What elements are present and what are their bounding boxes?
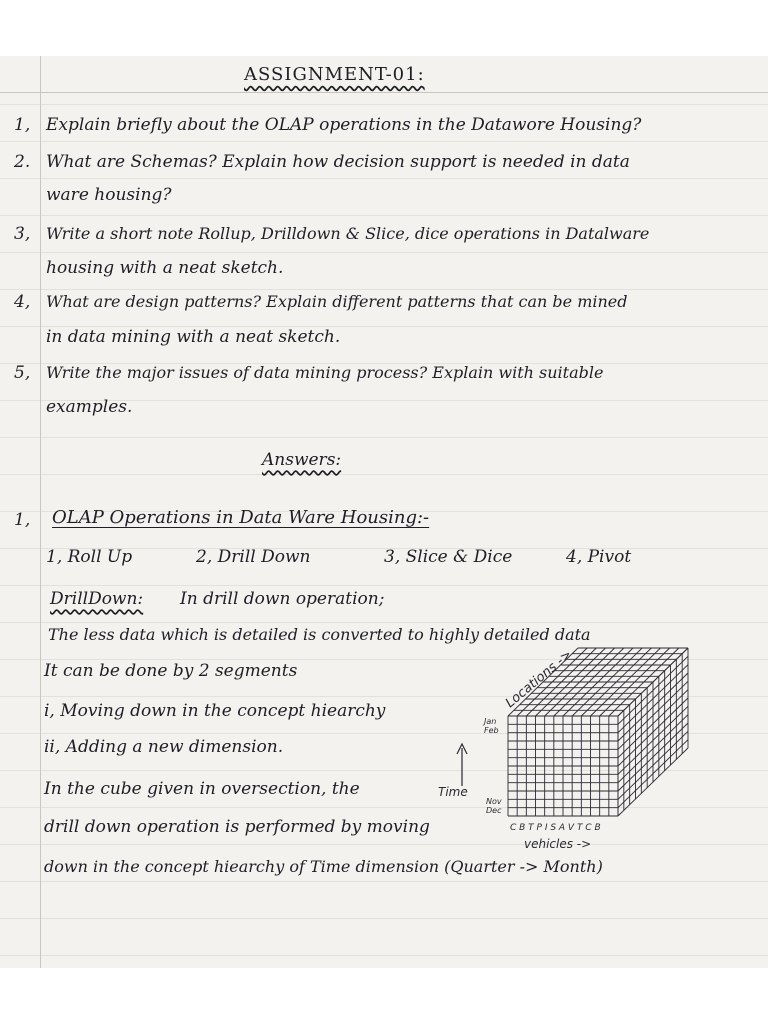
time-label: Time [438, 785, 468, 799]
answer-line: It can be done by 2 segments [44, 661, 298, 681]
question-4-line-2: in data mining with a neat sketch. [46, 327, 341, 347]
locations-label: Locations -> [502, 647, 576, 712]
vehicles-label: vehicles -> [524, 837, 592, 851]
question-3-line-2: housing with a neat sketch. [46, 258, 284, 278]
olap-op-pivot: 4, Pivot [566, 547, 632, 567]
answer-line: The less data which is detailed is converted to highly detailed data [48, 625, 591, 644]
question-number: 5, [14, 363, 31, 383]
question-number: 1, [14, 115, 31, 135]
drilldown-intro: In drill down operation; [180, 589, 385, 609]
scan-top-band [0, 0, 768, 56]
assignment-title: ASSIGNMENT-01: [244, 64, 425, 85]
question-number: 3, [14, 224, 31, 244]
question-4-line-1: What are design patterns? Explain different patterns that can be mined [46, 292, 628, 311]
time-tick: Feb [484, 726, 499, 735]
olap-op-rollup: 1, Roll Up [46, 547, 133, 567]
answers-heading: Answers: [262, 450, 342, 470]
header-rule [0, 92, 768, 93]
answer-line: drill down operation is performed by moving [44, 817, 430, 837]
scan-bottom-band [0, 968, 768, 1024]
answer-line: down in the concept hiearchy of Time dimension (Quarter -> Month) [44, 857, 603, 876]
time-tick: Dec [486, 806, 502, 815]
answer-line: In the cube given in oversection, the [44, 779, 360, 799]
question-number: 4, [14, 292, 31, 312]
answer-line: i, Moving down in the concept hiearchy [44, 701, 386, 721]
question-number: 2. [14, 152, 31, 172]
question-5-line-2: examples. [46, 397, 133, 417]
answer-1-heading: OLAP Operations in Data Ware Housing:- [52, 507, 430, 528]
answer-number: 1, [14, 510, 31, 530]
olap-op-drilldown: 2, Drill Down [196, 547, 311, 567]
time-tick: Nov [486, 797, 502, 806]
question-2-line-2: ware housing? [46, 185, 172, 205]
olap-op-slice-dice: 3, Slice & Dice [384, 547, 513, 567]
time-tick: Jan [484, 717, 497, 726]
vehicle-ticks: C B T P I S A V T C B [510, 823, 601, 833]
question-1-line-1: Explain briefly about the OLAP operations in the Datawore Housing? [46, 115, 642, 135]
margin-line [40, 56, 41, 968]
data-cube-sketch [420, 636, 720, 858]
question-3-line-1: Write a short note Rollup, Drilldown & Slice, dice operations in Datalware [46, 224, 650, 243]
drilldown-label: DrillDown: [50, 589, 144, 609]
question-2-line-1: What are Schemas? Explain how decision support is needed in data [46, 152, 630, 172]
question-5-line-1: Write the major issues of data mining process? Explain with suitable [46, 363, 604, 382]
answer-line: ii, Adding a new dimension. [44, 737, 284, 757]
